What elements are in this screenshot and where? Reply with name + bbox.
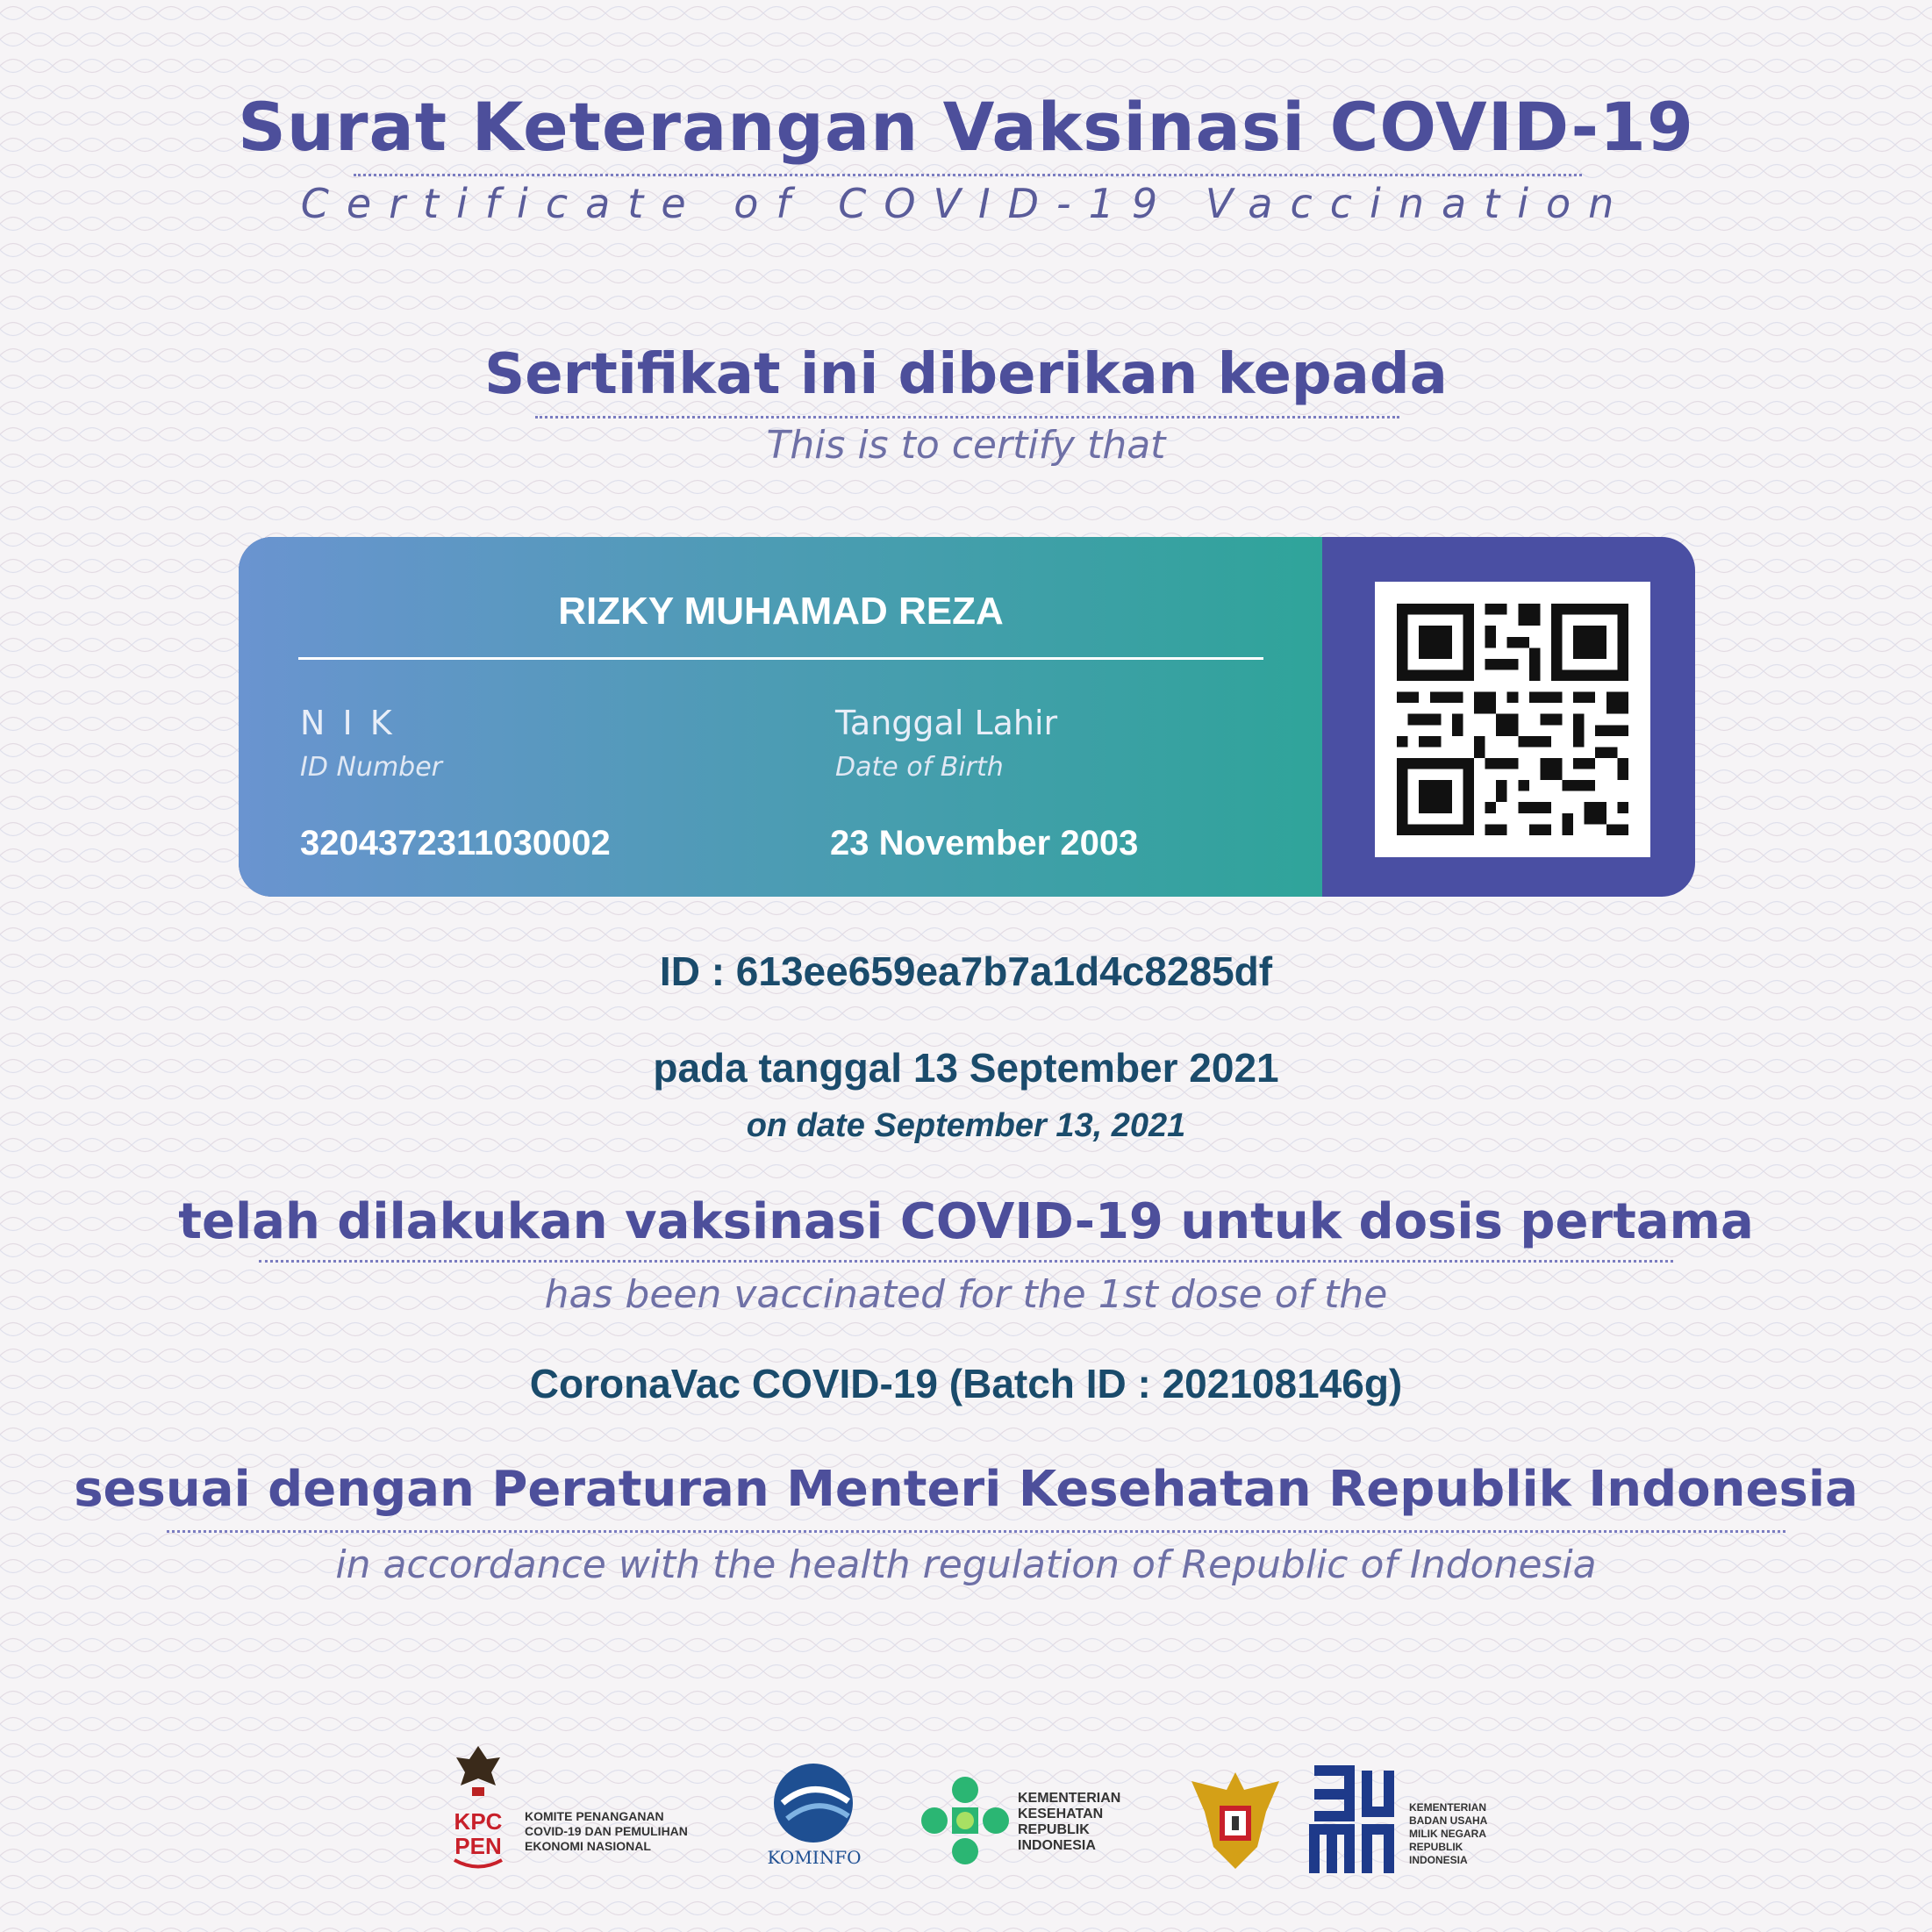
kemenkes-text-line3: REPUBLIK xyxy=(1018,1822,1090,1837)
certificate-title: Surat Keterangan Vaksinasi COVID-19 xyxy=(238,88,1694,166)
holder-name: RIZKY MUHAMAD REZA xyxy=(558,590,1004,633)
kemenkes-logo-icon xyxy=(917,1772,1013,1869)
regulation-statement: sesuai dengan Peraturan Menteri Kesehatan Republik Indonesia xyxy=(74,1461,1858,1518)
bumn-text-line3: MILIK NEGARA xyxy=(1409,1828,1486,1840)
dose-statement-en: has been vaccinated for the 1st dose of the xyxy=(544,1272,1388,1317)
kpcpen-logo-icon xyxy=(447,1742,509,1873)
bumn-logo-icon xyxy=(1306,1764,1402,1878)
bumn-text-line2: BADAN USAHA xyxy=(1409,1814,1488,1827)
title-divider xyxy=(354,174,1582,176)
kpcpen-text xyxy=(525,1809,688,1854)
partner-logos xyxy=(0,1733,1932,1891)
bumn-text-line1: KEMENTERIAN xyxy=(1409,1801,1487,1814)
regulation-divider xyxy=(167,1530,1785,1533)
bumn-text-line4: REPUBLIK xyxy=(1409,1841,1463,1853)
nik-label-en: ID Number xyxy=(300,752,442,783)
nik-label: N I K xyxy=(300,704,396,742)
vaccine-batch: CoronaVac COVID-19 (Batch ID : 202108146g) xyxy=(529,1361,1403,1406)
vaccination-date: pada tanggal 13 September 2021 xyxy=(653,1045,1279,1091)
certificate-id: ID : 613ee659ea7b7a1d4c8285df xyxy=(659,948,1273,994)
certify-heading: Sertifikat ini diberikan kepada xyxy=(484,342,1448,407)
kominfo-label: KOMINFO xyxy=(767,1847,862,1868)
name-divider xyxy=(298,657,1263,660)
qr-code-icon xyxy=(1375,582,1650,857)
kpcpen-text-line3: EKONOMI NASIONAL xyxy=(525,1839,651,1853)
dob-label-en: Date of Birth xyxy=(835,752,1004,783)
kemenkes-text-line1: KEMENTERIAN xyxy=(1018,1791,1121,1806)
kominfo-logo-icon xyxy=(765,1759,862,1856)
kpcpen-text-line2: COVID-19 DAN PEMULIHAN xyxy=(525,1824,688,1838)
kemenkes-text-line2: KESEHATAN xyxy=(1018,1807,1104,1821)
qr-code xyxy=(1375,582,1650,857)
regulation-statement-en: in accordance with the health regulation of Republic of Indonesia xyxy=(335,1542,1597,1587)
bumn-text xyxy=(1409,1801,1487,1867)
nik-value: 3204372311030002 xyxy=(300,824,611,862)
vaccination-date-en: on date September 13, 2021 xyxy=(746,1107,1186,1144)
bumn-text-line5: INDONESIA xyxy=(1409,1854,1468,1866)
kpcpen-mark-bottom: PEN xyxy=(454,1833,502,1859)
identity-panel xyxy=(239,537,1322,897)
certify-divider xyxy=(535,416,1399,419)
kemenkes-text xyxy=(1018,1791,1120,1854)
dob-label: Tanggal Lahir xyxy=(835,704,1058,742)
garuda-emblem-icon xyxy=(1183,1764,1288,1878)
dose-divider xyxy=(259,1260,1673,1263)
dob-value: 23 November 2003 xyxy=(830,824,1139,862)
certify-subheading: This is to certify that xyxy=(766,423,1166,468)
kpcpen-mark-top: KPC xyxy=(454,1808,503,1835)
kemenkes-text-line4: INDONESIA xyxy=(1018,1838,1096,1853)
kpcpen-text-line1: KOMITE PENANGANAN xyxy=(525,1809,664,1823)
dose-statement: telah dilakukan vaksinasi COVID-19 untuk dosis pertama xyxy=(178,1193,1754,1250)
certificate-subtitle: Certificate of COVID-19 Vaccination xyxy=(300,180,1632,227)
